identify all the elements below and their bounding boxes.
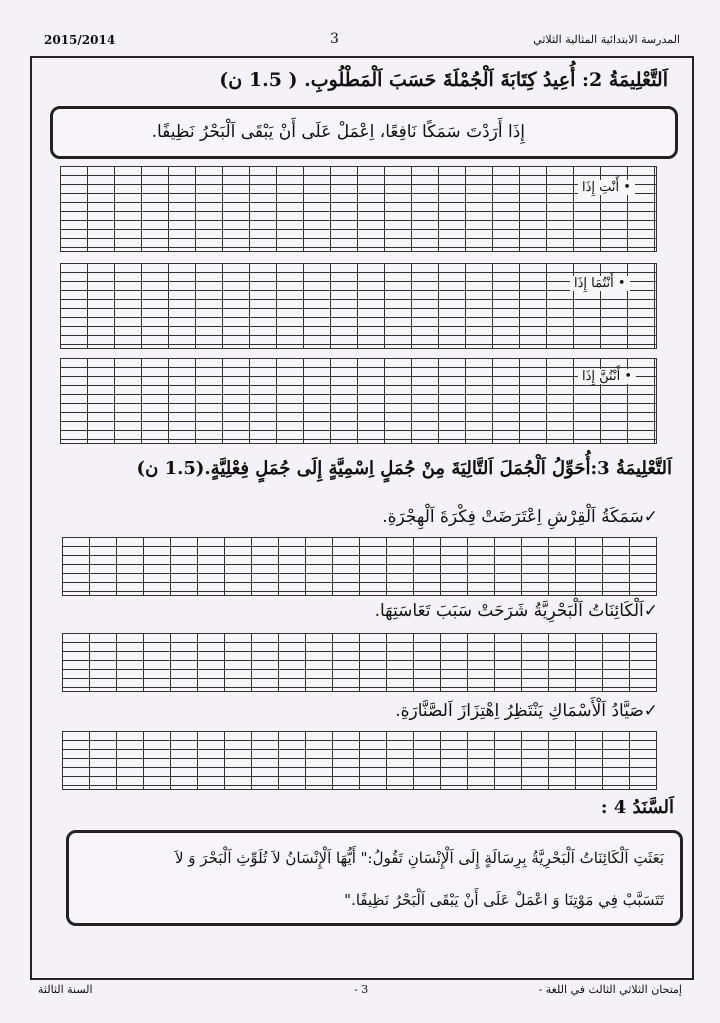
document4-box: [66, 830, 683, 926]
sentence-3: ✓صَيَّادُ اَلْأَسْمَاكِ يَنْتَظِرُ اِهْتِزَازَ اَلصَّنَّارَةِ.: [395, 701, 658, 721]
writing-grid-4: [62, 537, 657, 596]
prompt-2: • أَنْتُمَا إِذَا: [570, 276, 630, 291]
sentence-1: ✓سَمَكَةُ اَلْقِرْشِ اِعْتَرَضَتْ فِكْرَةَ اَلْهِجْرَةِ.: [382, 507, 658, 527]
document4-line2: تَتَسَبَّبْ فِي مَوْتِنَا وَ اعْمَلْ عَلَى أَنْ يَبْقَى اَلْبَحْرُ نَظِيفًا.": [344, 891, 664, 909]
instruction2-sentence: إِذَا أَرَدْتَ سَمَكًا نَافِعًا، اِعْمَلْ عَلَى أَنْ يَبْقَى اَلْبَحْرُ نَظِيفًا.: [151, 122, 525, 142]
footer-page: - 3: [354, 983, 369, 996]
school-name: المدرسة الابتدائية المثالية الثلاثي: [533, 33, 680, 46]
writing-grid-3: [60, 358, 657, 444]
prompt-1: • أَنْتِ إِذَا: [578, 180, 635, 195]
instruction2-title: اَلتَّعْلِيمَةُ 2: أُعِيدُ كِتَابَةَ اَلْجُمْلَةَ حَسَبَ اَلْمَطْلُوبِ. ( 1.5 ن): [219, 69, 668, 91]
writing-grid-6: [62, 731, 657, 790]
footer-exam: إمتحان الثلاثي الثالث في اللغة -: [538, 983, 682, 996]
prompt-3: • أَنْتُنَّ إِذَا: [578, 369, 636, 384]
writing-grid-5: [62, 633, 657, 692]
sentence-2: ✓اَلْكَائِنَاتُ اَلْبَحْرِيَّةُ شَرَحَتْ سَبَبَ تَعَاسَتِهَا.: [374, 601, 658, 621]
sentence-box: [50, 106, 678, 159]
writing-grid-2: [60, 263, 657, 349]
instruction3-title: اَلتَّعْلِيمَةُ 3:أُحَوِّلُ اَلْجُمَلَ اَلتَّالِيَةَ مِنْ جُمَلٍ اِسْمِيَّةٍ إِلَى جُمَلٍ فِعْلِيَّةٍ.(1.5 ن): [136, 458, 672, 479]
page-number: 3: [330, 31, 339, 47]
footer-grade: السنة الثالثة: [38, 983, 93, 996]
writing-grid-1: [60, 166, 657, 252]
document4-line1: بَعَثَتِ اَلْكَائِنَاتُ اَلْبَحْرِيَّةُ بِرِسَالَةٍ إِلَى اَلْإِنْسَانِ تَقُولُ:" أَيُّهَا اَلْإِنْسَانُ لاَ تُلَوِّثِ اَلْبَحْرَ وَ لاَ: [174, 849, 664, 867]
document4-title: اَلسَّنَدُ 4 :: [600, 797, 674, 818]
school-year: 2015/2014: [44, 33, 116, 47]
